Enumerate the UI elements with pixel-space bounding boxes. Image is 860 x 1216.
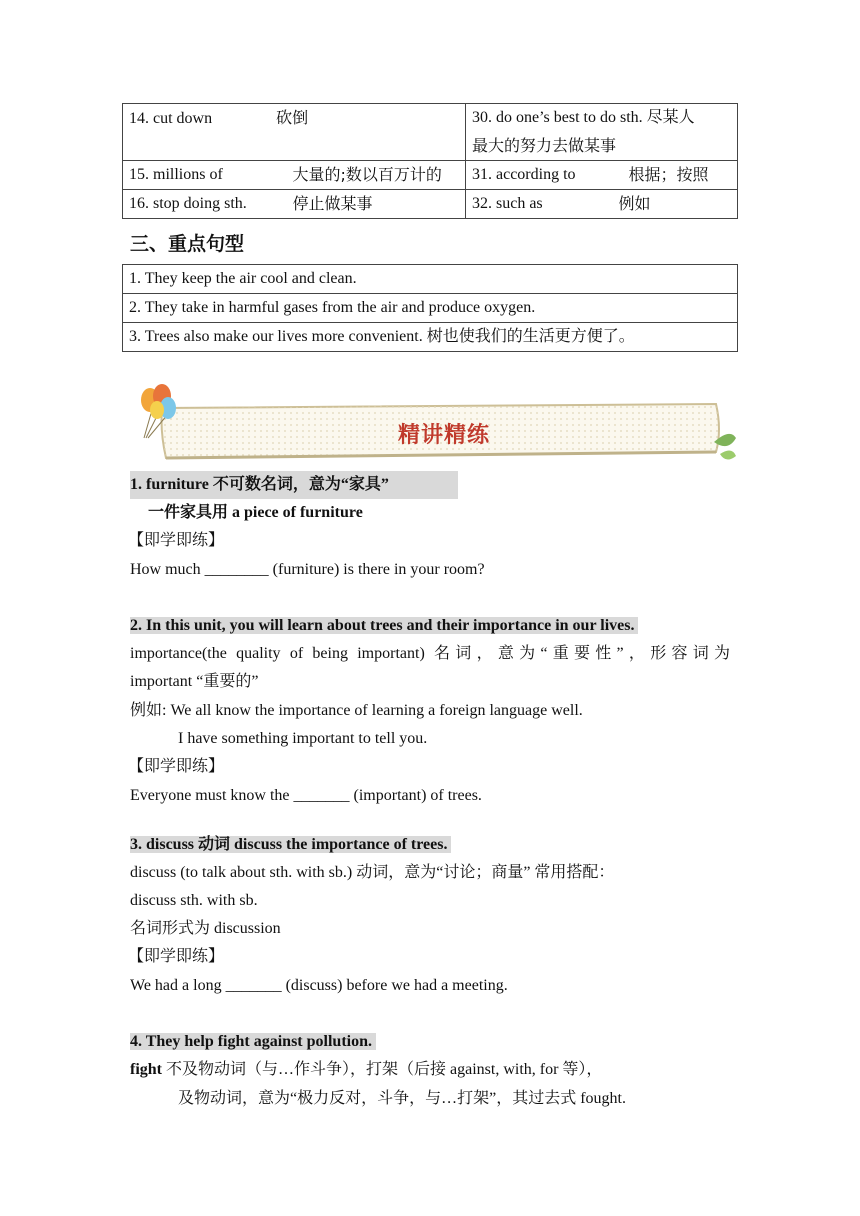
vocab-term: 32. such as bbox=[472, 195, 543, 212]
vocab-meaning: 停止做某事 bbox=[292, 194, 373, 213]
point-title: 3. discuss 动词 discuss the importance of trees. bbox=[130, 831, 451, 859]
table-cell bbox=[466, 190, 738, 219]
point-title: 1. furniture 不可数名词，意为“家具” bbox=[130, 471, 458, 499]
definition: important “重要的” bbox=[130, 673, 259, 690]
vocab-term: 15. millions of bbox=[129, 166, 223, 183]
exercise: How much ________ (furniture) is there in your room? bbox=[130, 561, 485, 578]
vocab-meaning: 大量的;数以百万计的 bbox=[292, 165, 442, 184]
table-row bbox=[123, 190, 738, 219]
vocab-term: 14. cut down bbox=[129, 110, 213, 127]
table-cell bbox=[123, 104, 466, 161]
sentence-cell: 1. They keep the air cool and clean. bbox=[123, 265, 738, 294]
practice-label: 【即学即练】 bbox=[128, 532, 225, 549]
definition: discuss (to talk about sth. with sb.) 动词，意为“讨论；商量” 常用搭配： bbox=[130, 864, 615, 881]
exercise: Everyone must know the _______ (important) of trees. bbox=[130, 787, 482, 804]
sentence-cell: 3. Trees also make our lives more convenient. 树也使我们的生活更方便了。 bbox=[123, 323, 738, 352]
table-cell bbox=[123, 161, 466, 190]
vocab-meaning: 砍倒 bbox=[276, 108, 309, 127]
vocab-table bbox=[122, 103, 738, 219]
table-row bbox=[123, 104, 738, 161]
table-cell bbox=[466, 104, 738, 161]
table-cell bbox=[466, 161, 738, 190]
table-cell bbox=[123, 190, 466, 219]
point-title: 2. In this unit, you will learn about trees and their importance in our lives. bbox=[130, 612, 638, 640]
point-sub: 一件家具用 a piece of furniture bbox=[148, 504, 363, 521]
sentence-table bbox=[122, 264, 738, 352]
sentence-cell: 2. They take in harmful gases from the air and produce oxygen. bbox=[123, 294, 738, 323]
table-row bbox=[123, 161, 738, 190]
vocab-meaning: 根据；按照 bbox=[628, 165, 709, 184]
example: 例如: We all know the importance of learning a foreign language well. bbox=[130, 702, 583, 719]
example: I have something important to tell you. bbox=[178, 730, 428, 747]
definition: importance(the quality of being important) 名词，意为“重要性”，形容词为 bbox=[130, 645, 730, 662]
vocab-term: 16. stop doing sth. bbox=[129, 195, 247, 212]
table-row bbox=[123, 294, 738, 323]
definition: 及物动词，意为“极力反对，斗争，与…打架”，其过去式 fought. bbox=[178, 1090, 626, 1107]
vocab-meaning: 最大的努力去做某事 bbox=[472, 136, 617, 155]
section-banner bbox=[132, 380, 738, 470]
vocab-term: 31. according to bbox=[472, 166, 576, 183]
table-row bbox=[123, 265, 738, 294]
vocab-term: 30. do one’s best to do sth. 尽某人 bbox=[472, 109, 695, 126]
exercise: We had a long _______ (discuss) before we had a meeting. bbox=[130, 977, 508, 994]
definition: fight 不及物动词（与…作斗争），打架（后接 against, with, for 等）， bbox=[130, 1061, 603, 1078]
definition: discuss sth. with sb. bbox=[130, 892, 258, 909]
table-row bbox=[123, 323, 738, 352]
noun-form: 名词形式为 discussion bbox=[130, 920, 281, 937]
banner-title: 精讲精练 bbox=[398, 423, 491, 448]
vocab-meaning: 例如 bbox=[618, 194, 651, 213]
point-title: 4. They help fight against pollution. bbox=[130, 1028, 376, 1056]
section-heading: 三、重点句型 bbox=[130, 233, 245, 255]
practice-label: 【即学即练】 bbox=[128, 758, 225, 775]
practice-label: 【即学即练】 bbox=[128, 948, 225, 965]
